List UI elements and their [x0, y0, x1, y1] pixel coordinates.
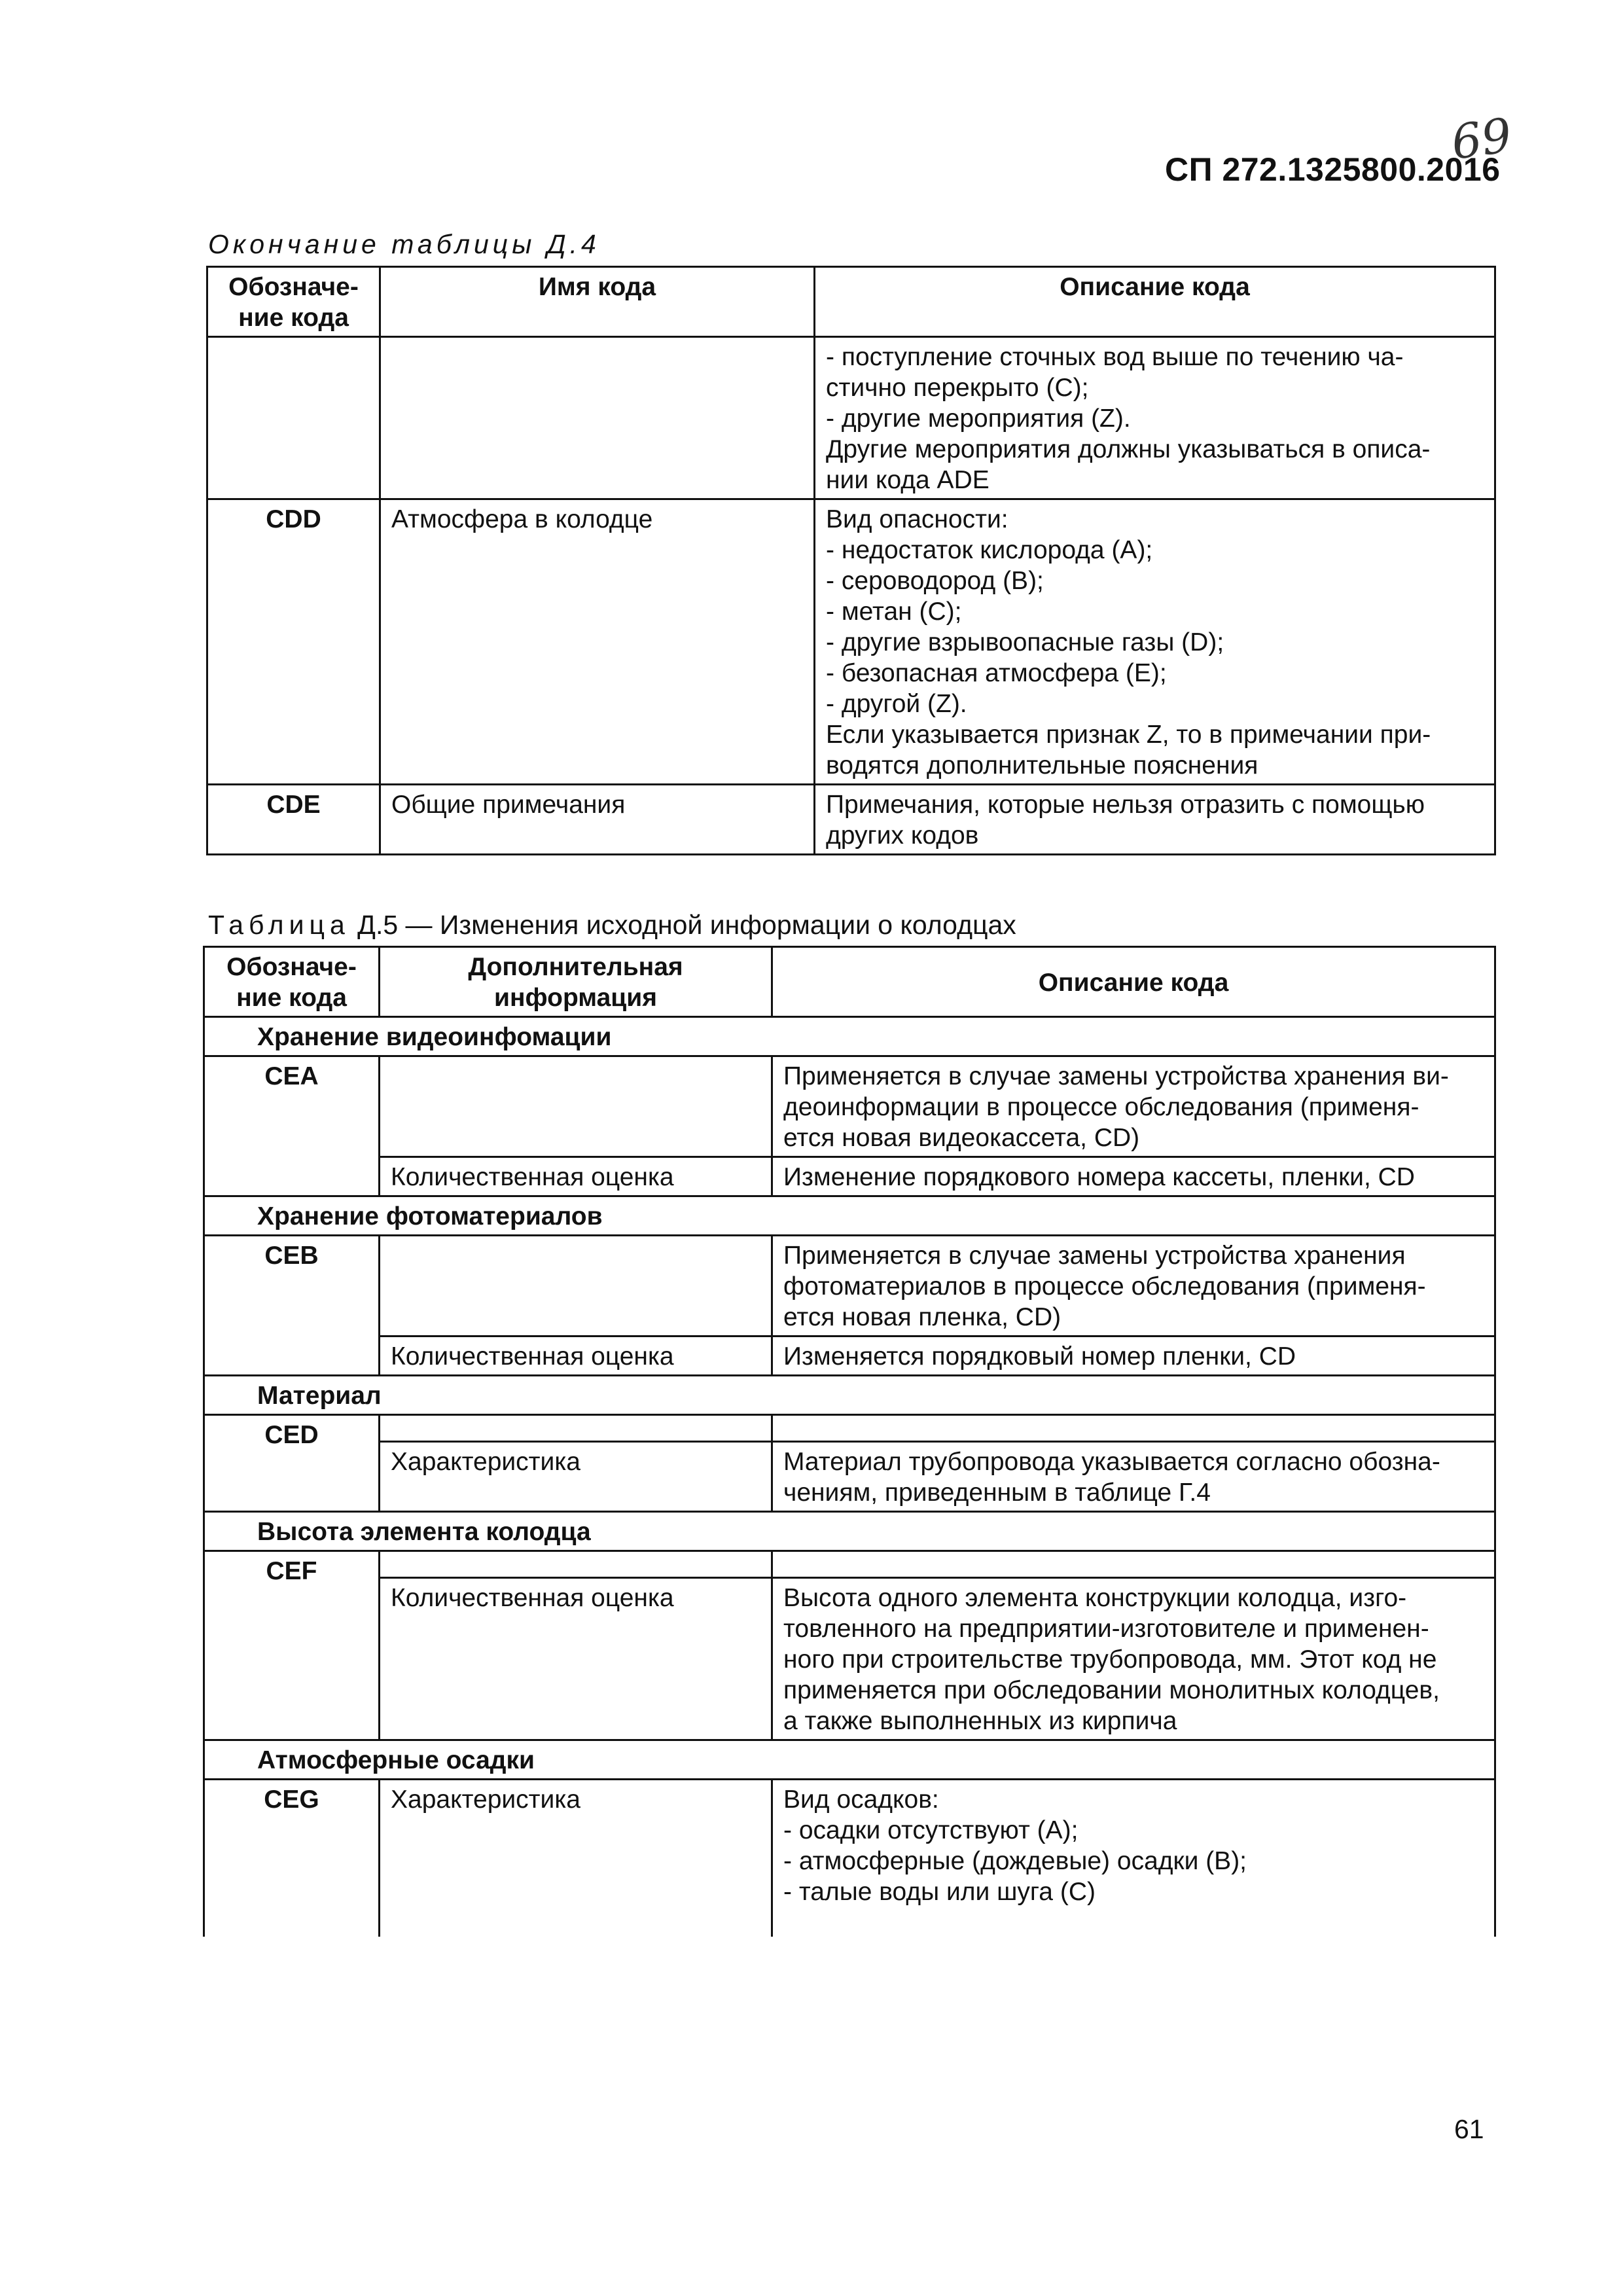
group-header-row	[204, 1376, 1495, 1415]
description-line: - другие мероприятия (Z).	[826, 404, 1131, 433]
code-designation: CDD	[207, 499, 380, 785]
description-line: нии кода ADE	[826, 466, 990, 494]
table-row	[204, 1236, 1495, 1336]
description-line: Применяется в случае замены устройства хранения ви-	[783, 1062, 1449, 1090]
additional-info	[380, 1236, 772, 1336]
code-description	[772, 1157, 1495, 1196]
table-row	[204, 1442, 1495, 1512]
code-name: Общие примечания	[380, 785, 815, 855]
table-row	[207, 785, 1495, 855]
header-code-description: Описание кода	[815, 267, 1495, 337]
group-title: Материал	[204, 1376, 1495, 1415]
code-designation: CEB	[204, 1236, 380, 1376]
code-description	[772, 1336, 1495, 1376]
code-description	[772, 1780, 1495, 1937]
description-line: применяется при обследовании монолитных колодцев,	[783, 1676, 1440, 1704]
table-d5	[203, 946, 1496, 1937]
table-row	[204, 1157, 1495, 1196]
table-row	[207, 337, 1495, 499]
code-description	[815, 337, 1495, 499]
description-line: Изменяется порядковый номер пленки, CD	[783, 1342, 1296, 1371]
code-designation: CEA	[204, 1056, 380, 1196]
code-designation: CED	[204, 1415, 380, 1512]
table-d5-caption-label: Таблица	[208, 910, 350, 940]
group-title: Высота элемента колодца	[204, 1512, 1495, 1551]
description-line: ется новая видеокассета, CD)	[783, 1124, 1140, 1152]
table-row	[204, 1578, 1495, 1740]
description-line: Вид опасности:	[826, 505, 1008, 533]
code-description	[772, 1442, 1495, 1512]
handwritten-page-mark: 69	[1448, 107, 1516, 170]
document-id: СП 272.1325800.2016	[1165, 151, 1501, 188]
description-line: - безопасная атмосфера (Е);	[826, 659, 1167, 687]
table-row	[204, 1056, 1495, 1157]
description-line: - недостаток кислорода (А);	[826, 536, 1153, 564]
table-row	[207, 499, 1495, 785]
additional-info: Количественная оценка	[380, 1157, 772, 1196]
description-line: Материал трубопровода указывается согласно обозна-	[783, 1448, 1440, 1476]
description-line: - поступление сточных вод выше по течению ча-	[826, 343, 1404, 371]
table-row	[204, 1336, 1495, 1376]
table-row	[204, 1551, 1495, 1578]
table-d4-caption: Окончание таблицы Д.4	[208, 229, 600, 259]
group-title: Хранение видеоинфомации	[204, 1017, 1495, 1056]
description-line: - осадки отсутствуют (А);	[783, 1816, 1079, 1844]
header-code-designation: Обозначе- ние кода	[207, 267, 380, 337]
description-line: Высота одного элемента конструкции колодца, изго-	[783, 1584, 1407, 1612]
description-line: Изменение порядкового номера кассеты, пленки, CD	[783, 1163, 1415, 1191]
description-line: водятся дополнительные пояснения	[826, 751, 1258, 780]
description-line: - другой (Z).	[826, 690, 967, 718]
description-line: стично перекрыто (С);	[826, 374, 1089, 402]
description-line: - метан (С);	[826, 598, 962, 626]
header-code-designation: Обозначе- ние кода	[204, 947, 380, 1017]
description-line: - талые воды или шуга (С)	[783, 1878, 1096, 1906]
table-d5-caption-text: Д.5 — Изменения исходной информации о колодцах	[357, 910, 1016, 940]
table-row	[204, 1415, 1495, 1442]
code-description	[772, 1415, 1495, 1442]
table-d5-caption	[208, 910, 1016, 941]
description-line: товленного на предприятии-изготовителе и применен-	[783, 1615, 1429, 1643]
additional-info: Количественная оценка	[380, 1578, 772, 1740]
code-designation	[207, 337, 380, 499]
code-description	[815, 785, 1495, 855]
description-line: деоинформации в процессе обследования (применя-	[783, 1093, 1419, 1121]
description-line: ется новая пленка, CD)	[783, 1303, 1061, 1331]
description-line: других кодов	[826, 821, 979, 850]
description-line: фотоматериалов в процессе обследования (применя-	[783, 1272, 1426, 1300]
code-designation: CDE	[207, 785, 380, 855]
header-code-name: Имя кода	[380, 267, 815, 337]
description-line: Применяется в случае замены устройства хранения	[783, 1242, 1406, 1270]
group-title: Хранение фотоматериалов	[204, 1196, 1495, 1236]
additional-info: Характеристика	[380, 1780, 772, 1937]
code-designation: CEG	[204, 1780, 380, 1937]
code-description	[772, 1551, 1495, 1578]
page-number: 61	[1454, 2114, 1484, 2144]
description-line: - другие взрывоопасные газы (D);	[826, 628, 1224, 656]
group-header-row	[204, 1196, 1495, 1236]
group-header-row	[204, 1512, 1495, 1551]
group-header-row	[204, 1740, 1495, 1780]
additional-info	[380, 1056, 772, 1157]
description-line: Другие мероприятия должны указываться в описа-	[826, 435, 1431, 463]
group-header-row	[204, 1017, 1495, 1056]
header-code-description: Описание кода	[772, 947, 1495, 1017]
additional-info	[380, 1551, 772, 1578]
code-name	[380, 337, 815, 499]
additional-info: Количественная оценка	[380, 1336, 772, 1376]
description-line: Если указывается признак Z, то в примечании при-	[826, 721, 1431, 749]
table-row	[204, 1780, 1495, 1937]
code-name: Атмосфера в колодце	[380, 499, 815, 785]
description-line: - атмосферные (дождевые) осадки (В);	[783, 1847, 1247, 1875]
code-designation: CEF	[204, 1551, 380, 1740]
additional-info	[380, 1415, 772, 1442]
description-line: - сероводород (В);	[826, 567, 1044, 595]
group-title: Атмосферные осадки	[204, 1740, 1495, 1780]
code-description	[815, 499, 1495, 785]
description-line: чениям, приведенным в таблице Г.4	[783, 1479, 1211, 1507]
table-d4	[206, 266, 1496, 855]
code-description	[772, 1236, 1495, 1336]
description-line: Примечания, которые нельзя отразить с помощью	[826, 791, 1425, 819]
header-additional-info: Дополнительная информация	[380, 947, 772, 1017]
additional-info: Характеристика	[380, 1442, 772, 1512]
code-description	[772, 1578, 1495, 1740]
description-line: а также выполненных из кирпича	[783, 1707, 1177, 1735]
description-line: ного при строительстве трубопровода, мм. Этот код не	[783, 1645, 1437, 1674]
code-description	[772, 1056, 1495, 1157]
description-line: Вид осадков:	[783, 1785, 939, 1814]
